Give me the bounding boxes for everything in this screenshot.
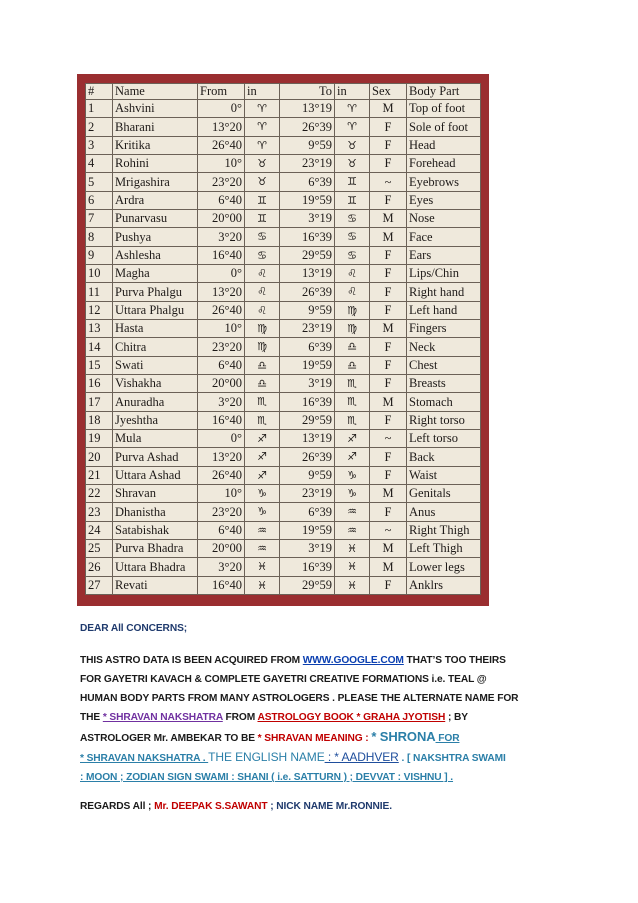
nakshatra-table xyxy=(85,83,481,595)
table-row xyxy=(86,429,481,447)
row-number: 15 xyxy=(86,356,113,374)
header-name: Name xyxy=(113,84,198,100)
from-degree: 26°40 xyxy=(198,301,245,319)
body-part: Lips/Chin xyxy=(407,264,481,282)
to-degree: 3°19 xyxy=(280,374,335,392)
line1-text: THIS ASTRO DATA IS BEEN ACQUIRED FROM xyxy=(80,655,303,666)
body-part: Back xyxy=(407,448,481,466)
to-sign: ♋ xyxy=(335,246,370,264)
to-sign: ♌ xyxy=(335,264,370,282)
table-row xyxy=(86,393,481,411)
from-sign: ♐ xyxy=(245,466,280,484)
body-part: Left Thigh xyxy=(407,539,481,557)
row-number: 24 xyxy=(86,521,113,539)
from-degree: 10° xyxy=(198,154,245,172)
to-sign: ♍ xyxy=(335,319,370,337)
nakshatra-name: Ardra xyxy=(113,191,198,209)
sex: ~ xyxy=(370,429,407,447)
to-degree: 26°39 xyxy=(280,118,335,136)
table-photo xyxy=(85,83,481,595)
from-degree: 20°00 xyxy=(198,209,245,227)
shravan-meaning-label: * SHRAVAN MEANING : xyxy=(257,733,372,744)
nakshtra-swami-label: . [ NAKSHTRA SWAMI xyxy=(398,753,506,764)
from-sign: ♎ xyxy=(245,356,280,374)
to-sign: ♑ xyxy=(335,466,370,484)
to-sign: ♐ xyxy=(335,429,370,447)
to-degree: 16°39 xyxy=(280,558,335,576)
header-in-from: in xyxy=(245,84,280,100)
line4-from: FROM xyxy=(222,712,258,723)
from-sign: ♈ xyxy=(245,100,280,118)
body-part: Left torso xyxy=(407,429,481,447)
shravan-nakshatra-label: * SHRAVAN NAKSHATRA xyxy=(102,712,223,723)
to-degree: 19°59 xyxy=(280,356,335,374)
table-row xyxy=(86,283,481,301)
from-degree: 3°20 xyxy=(198,228,245,246)
body-part: Forehead xyxy=(407,154,481,172)
sex: ~ xyxy=(370,521,407,539)
from-sign: ♌ xyxy=(245,283,280,301)
table-row xyxy=(86,173,481,191)
row-number: 1 xyxy=(86,100,113,118)
from-sign: ♑ xyxy=(245,503,280,521)
sex: F xyxy=(370,466,407,484)
nakshatra-name: Hasta xyxy=(113,319,198,337)
body-part: Waist xyxy=(407,466,481,484)
to-degree: 29°59 xyxy=(280,246,335,264)
sex: M xyxy=(370,558,407,576)
nakshatra-name: Purva Bhadra xyxy=(113,539,198,557)
to-sign: ♑ xyxy=(335,484,370,502)
nakshatra-name: Vishakha xyxy=(113,374,198,392)
to-degree: 13°19 xyxy=(280,429,335,447)
to-sign: ♎ xyxy=(335,338,370,356)
nakshatra-name: Kritika xyxy=(113,136,198,154)
row-number: 3 xyxy=(86,136,113,154)
from-degree: 16°40 xyxy=(198,576,245,594)
row-number: 25 xyxy=(86,539,113,557)
table-row xyxy=(86,503,481,521)
table-row xyxy=(86,228,481,246)
row-number: 19 xyxy=(86,429,113,447)
from-sign: ♒ xyxy=(245,521,280,539)
to-degree: 3°19 xyxy=(280,209,335,227)
paragraph-line-1 xyxy=(80,651,550,670)
sex: F xyxy=(370,154,407,172)
table-row xyxy=(86,264,481,282)
header-body-part: Body Part xyxy=(407,84,481,100)
to-sign: ♓ xyxy=(335,576,370,594)
from-sign: ♌ xyxy=(245,264,280,282)
nakshatra-name: Rohini xyxy=(113,154,198,172)
body-part: Left hand xyxy=(407,301,481,319)
table-row xyxy=(86,338,481,356)
row-number: 7 xyxy=(86,209,113,227)
table-row xyxy=(86,466,481,484)
table-row xyxy=(86,301,481,319)
body-part: Face xyxy=(407,228,481,246)
from-degree: 0° xyxy=(198,264,245,282)
to-degree: 9°59 xyxy=(280,136,335,154)
sex: M xyxy=(370,209,407,227)
from-sign: ♊ xyxy=(245,209,280,227)
row-number: 27 xyxy=(86,576,113,594)
from-degree: 23°20 xyxy=(198,173,245,191)
from-sign: ♓ xyxy=(245,576,280,594)
table-row xyxy=(86,118,481,136)
sex: M xyxy=(370,539,407,557)
author-name: Mr. DEEPAK S.SAWANT xyxy=(154,801,268,812)
row-number: 2 xyxy=(86,118,113,136)
sex: F xyxy=(370,374,407,392)
from-degree: 10° xyxy=(198,484,245,502)
to-degree: 19°59 xyxy=(280,191,335,209)
table-row xyxy=(86,191,481,209)
to-degree: 26°39 xyxy=(280,448,335,466)
to-degree: 3°19 xyxy=(280,539,335,557)
from-degree: 6°40 xyxy=(198,191,245,209)
from-degree: 3°20 xyxy=(198,558,245,576)
from-degree: 20°00 xyxy=(198,374,245,392)
body-part: Top of foot xyxy=(407,100,481,118)
sex: F xyxy=(370,191,407,209)
from-degree: 26°40 xyxy=(198,466,245,484)
to-sign: ♈ xyxy=(335,118,370,136)
to-sign: ♈ xyxy=(335,100,370,118)
paragraph-line-2 xyxy=(80,670,550,689)
body-part: Fingers xyxy=(407,319,481,337)
line5-text: ASTROLOGER Mr. AMBEKAR TO BE xyxy=(80,733,258,744)
body-part: Anklrs xyxy=(407,576,481,594)
sex: F xyxy=(370,338,407,356)
from-sign: ♋ xyxy=(245,228,280,246)
to-degree: 23°19 xyxy=(280,484,335,502)
row-number: 4 xyxy=(86,154,113,172)
sex: F xyxy=(370,576,407,594)
sex: F xyxy=(370,356,407,374)
from-sign: ♎ xyxy=(245,374,280,392)
to-degree: 26°39 xyxy=(280,283,335,301)
to-sign: ♒ xyxy=(335,503,370,521)
sex: F xyxy=(370,411,407,429)
body-part: Right torso xyxy=(407,411,481,429)
table-row xyxy=(86,411,481,429)
to-sign: ♐ xyxy=(335,448,370,466)
row-number: 5 xyxy=(86,173,113,191)
to-degree: 6°39 xyxy=(280,338,335,356)
body-part: Chest xyxy=(407,356,481,374)
row-number: 21 xyxy=(86,466,113,484)
header-in-to: in xyxy=(335,84,370,100)
table-row xyxy=(86,100,481,118)
to-degree: 16°39 xyxy=(280,393,335,411)
from-sign: ♑ xyxy=(245,484,280,502)
sex: M xyxy=(370,100,407,118)
from-degree: 0° xyxy=(198,429,245,447)
paragraph-line-5 xyxy=(80,727,550,748)
from-sign: ♉ xyxy=(245,173,280,191)
sex: F xyxy=(370,503,407,521)
to-sign: ♋ xyxy=(335,228,370,246)
body-part: Neck xyxy=(407,338,481,356)
from-sign: ♒ xyxy=(245,539,280,557)
nakshatra-name: Bharani xyxy=(113,118,198,136)
table-row xyxy=(86,209,481,227)
to-degree: 6°39 xyxy=(280,503,335,521)
nakshatra-name: Mrigashira xyxy=(113,173,198,191)
body-part: Eyes xyxy=(407,191,481,209)
nakshatra-name: Uttara Bhadra xyxy=(113,558,198,576)
from-sign: ♌ xyxy=(245,301,280,319)
nakshatra-name: Revati xyxy=(113,576,198,594)
row-number: 16 xyxy=(86,374,113,392)
nakshatra-name: Shravan xyxy=(113,484,198,502)
to-sign: ♊ xyxy=(335,173,370,191)
to-sign: ♓ xyxy=(335,558,370,576)
to-degree: 9°59 xyxy=(280,466,335,484)
table-row xyxy=(86,136,481,154)
from-degree: 6°40 xyxy=(198,356,245,374)
to-degree: 19°59 xyxy=(280,521,335,539)
body-part: Right Thigh xyxy=(407,521,481,539)
to-sign: ♍ xyxy=(335,301,370,319)
table-row xyxy=(86,484,481,502)
shravan-nakshatra-2: * SHRAVAN NAKSHATRA . xyxy=(80,753,209,764)
row-number: 11 xyxy=(86,283,113,301)
header-number: # xyxy=(86,84,113,100)
greeting xyxy=(80,619,550,638)
nakshatra-name: Punarvasu xyxy=(113,209,198,227)
to-sign: ♉ xyxy=(335,154,370,172)
body-part: Eyebrows xyxy=(407,173,481,191)
nakshatra-name: Jyeshtha xyxy=(113,411,198,429)
sex: F xyxy=(370,118,407,136)
to-sign: ♉ xyxy=(335,136,370,154)
row-number: 8 xyxy=(86,228,113,246)
body-part: Sole of foot xyxy=(407,118,481,136)
row-number: 26 xyxy=(86,558,113,576)
body-part: Stomach xyxy=(407,393,481,411)
to-degree: 9°59 xyxy=(280,301,335,319)
row-number: 20 xyxy=(86,448,113,466)
nakshatra-name: Purva Ashad xyxy=(113,448,198,466)
from-degree: 23°20 xyxy=(198,503,245,521)
table-row xyxy=(86,576,481,594)
from-degree: 23°20 xyxy=(198,338,245,356)
sex: M xyxy=(370,228,407,246)
astrology-book-label: ASTROLOGY BOOK * GRAHA JYOTISH xyxy=(257,712,446,723)
row-number: 22 xyxy=(86,484,113,502)
to-degree: 23°19 xyxy=(280,319,335,337)
from-degree: 26°40 xyxy=(198,136,245,154)
body-part: Breasts xyxy=(407,374,481,392)
nakshatra-name: Swati xyxy=(113,356,198,374)
from-sign: ♐ xyxy=(245,448,280,466)
to-sign: ♏ xyxy=(335,393,370,411)
sex: F xyxy=(370,264,407,282)
from-sign: ♓ xyxy=(245,558,280,576)
body-part: Right hand xyxy=(407,283,481,301)
row-number: 18 xyxy=(86,411,113,429)
to-degree: 13°19 xyxy=(280,100,335,118)
table-row xyxy=(86,539,481,557)
body-part: Genitals xyxy=(407,484,481,502)
row-number: 14 xyxy=(86,338,113,356)
to-sign: ♒ xyxy=(335,521,370,539)
from-degree: 10° xyxy=(198,319,245,337)
body-part: Anus xyxy=(407,503,481,521)
from-degree: 13°20 xyxy=(198,118,245,136)
regards-line xyxy=(80,797,550,816)
nakshatra-name: Uttara Ashad xyxy=(113,466,198,484)
sex: F xyxy=(370,301,407,319)
row-number: 10 xyxy=(86,264,113,282)
to-sign: ♏ xyxy=(335,411,370,429)
to-sign: ♌ xyxy=(335,283,370,301)
nakshatra-name: Ashlesha xyxy=(113,246,198,264)
nakshatra-name: Ashvini xyxy=(113,100,198,118)
from-sign: ♋ xyxy=(245,246,280,264)
nakshatra-name: Magha xyxy=(113,264,198,282)
table-row xyxy=(86,154,481,172)
google-link[interactable]: WWW.GOOGLE.COM xyxy=(302,655,404,666)
nakshatra-name: Purva Phalgu xyxy=(113,283,198,301)
for-label: FOR xyxy=(435,733,460,744)
to-sign: ♎ xyxy=(335,356,370,374)
from-sign: ♉ xyxy=(245,154,280,172)
row-number: 6 xyxy=(86,191,113,209)
body-part: Nose xyxy=(407,209,481,227)
to-degree: 16°39 xyxy=(280,228,335,246)
from-sign: ♍ xyxy=(245,319,280,337)
table-row xyxy=(86,246,481,264)
body-part: Head xyxy=(407,136,481,154)
from-degree: 0° xyxy=(198,100,245,118)
table-row xyxy=(86,558,481,576)
nakshatra-name: Dhanistha xyxy=(113,503,198,521)
to-degree: 6°39 xyxy=(280,173,335,191)
nickname-text: ; NICK NAME Mr.RONNIE. xyxy=(267,801,392,812)
greeting-text: DEAR All CONCERNS; xyxy=(80,623,188,634)
sex: M xyxy=(370,393,407,411)
from-sign: ♊ xyxy=(245,191,280,209)
aadhver-label: : * AADHVER xyxy=(324,750,399,764)
shrona-label: * SHRONA xyxy=(371,729,436,744)
nakshatra-table-image xyxy=(77,74,489,606)
line1-text-end: THAT’S TOO THEIRS xyxy=(403,655,506,666)
paragraph-line-4 xyxy=(80,708,550,727)
header-sex: Sex xyxy=(370,84,407,100)
paragraph-line-7 xyxy=(80,768,550,787)
sex: M xyxy=(370,319,407,337)
from-sign: ♏ xyxy=(245,393,280,411)
from-sign: ♐ xyxy=(245,429,280,447)
from-degree: 3°20 xyxy=(198,393,245,411)
from-degree: 13°20 xyxy=(198,448,245,466)
from-degree: 20°00 xyxy=(198,539,245,557)
row-number: 17 xyxy=(86,393,113,411)
nakshatra-name: Anuradha xyxy=(113,393,198,411)
from-degree: 13°20 xyxy=(198,283,245,301)
paragraph-line-6 xyxy=(80,748,550,768)
regards-text: REGARDS All ; xyxy=(80,801,155,812)
sex: ~ xyxy=(370,173,407,191)
to-sign: ♏ xyxy=(335,374,370,392)
to-degree: 29°59 xyxy=(280,411,335,429)
table-row xyxy=(86,448,481,466)
sex: F xyxy=(370,448,407,466)
english-name-label: THE ENGLISH NAME xyxy=(208,750,325,764)
from-sign: ♏ xyxy=(245,411,280,429)
paragraph-line-3 xyxy=(80,689,550,708)
sex: M xyxy=(370,484,407,502)
line4-by: ; BY xyxy=(445,712,468,723)
line4-text: THE xyxy=(80,712,103,723)
nakshatra-name: Mula xyxy=(113,429,198,447)
sex: F xyxy=(370,283,407,301)
from-degree: 6°40 xyxy=(198,521,245,539)
from-sign: ♈ xyxy=(245,136,280,154)
from-degree: 16°40 xyxy=(198,246,245,264)
sex: F xyxy=(370,246,407,264)
to-sign: ♓ xyxy=(335,539,370,557)
sex: F xyxy=(370,136,407,154)
line3-text: HUMAN BODY PARTS FROM MANY ASTROLOGERS . PLEASE THE ALTERNATE NAME FOR xyxy=(80,693,519,704)
line7-text: : MOON ; ZODIAN SIGN SWAMI : SHANI ( i.e. SATTURN ) ; DEVVAT : VISHNU ] . xyxy=(80,772,454,783)
row-number: 13 xyxy=(86,319,113,337)
row-number: 23 xyxy=(86,503,113,521)
table-row xyxy=(86,319,481,337)
table-row xyxy=(86,356,481,374)
row-number: 9 xyxy=(86,246,113,264)
from-sign: ♈ xyxy=(245,118,280,136)
line2-text: FOR GAYETRI KAVACH & COMPLETE GAYETRI CREATIVE FORMATIONS i.e. TEAL @ xyxy=(80,674,487,685)
to-sign: ♊ xyxy=(335,191,370,209)
body-part: Lower legs xyxy=(407,558,481,576)
nakshatra-name: Satabishak xyxy=(113,521,198,539)
nakshatra-name: Chitra xyxy=(113,338,198,356)
from-sign: ♍ xyxy=(245,338,280,356)
body-part: Ears xyxy=(407,246,481,264)
row-number: 12 xyxy=(86,301,113,319)
to-sign: ♋ xyxy=(335,209,370,227)
table-row xyxy=(86,374,481,392)
nakshatra-name: Pushya xyxy=(113,228,198,246)
table-row xyxy=(86,521,481,539)
table-header-row xyxy=(86,84,481,100)
to-degree: 23°19 xyxy=(280,154,335,172)
from-degree: 16°40 xyxy=(198,411,245,429)
to-degree: 29°59 xyxy=(280,576,335,594)
to-degree: 13°19 xyxy=(280,264,335,282)
header-to: To xyxy=(280,84,335,100)
header-from: From xyxy=(198,84,245,100)
nakshatra-name: Uttara Phalgu xyxy=(113,301,198,319)
